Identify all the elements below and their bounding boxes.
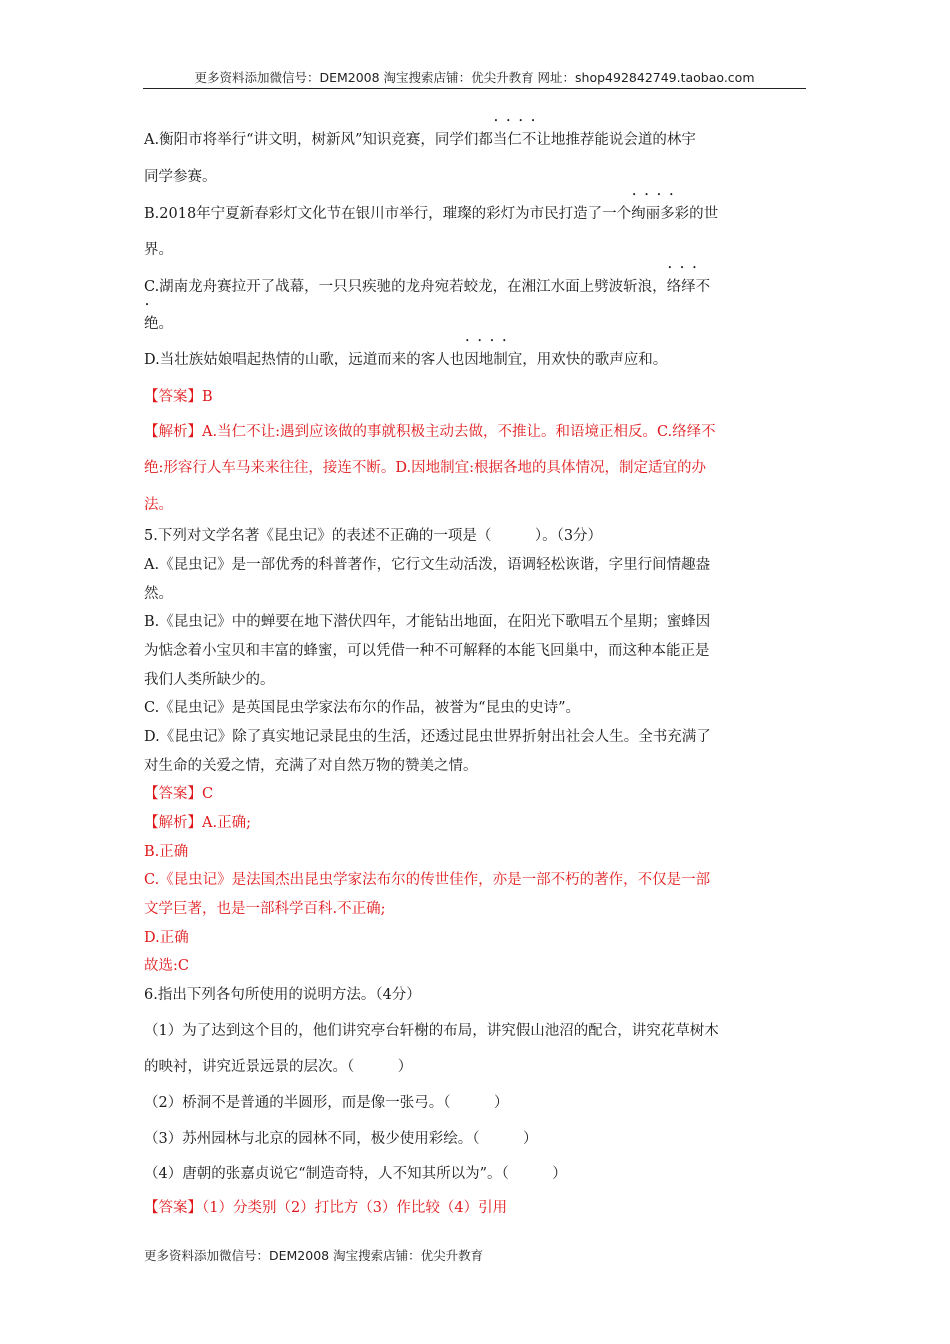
page-header: 更多资料添加微信号：DEM2008 淘宝搜索店铺：优尖升教育 网址：shop492842749.taobao.com xyxy=(194,70,755,85)
q4-option-b-text-end: 的世 xyxy=(689,206,719,222)
q5-option-d-line2: 对生命的关爱之情，充满了对自然万物的赞美之情。 xyxy=(144,758,478,774)
q6-sentence-2: （2）桥洞不是普通的半圆形，而是像一张弓。（ ） xyxy=(144,1095,509,1111)
header-divider xyxy=(143,88,806,89)
q5-analysis-d: D.正确 xyxy=(144,930,189,946)
q4-option-a-text: A.衡阳市将举行“讲文明，树新风”知识竞赛，同学们都 xyxy=(144,132,493,148)
q4-option-c-line2 xyxy=(144,312,173,333)
q6-sentence-4: （4）唐朝的张嘉贞说它“制造奇特，人不知其所以为”。（ ） xyxy=(144,1166,567,1182)
q4-option-d-text-end: ，用欢快的歌声应和。 xyxy=(522,352,668,368)
q5-option-d-line1: D.《昆虫记》除了真实地记录昆虫的生活，还透过昆虫世界折射出社会人生。全书充满了 xyxy=(144,729,711,745)
emphasis-dotted-word: • • • • 当仁不让 xyxy=(493,128,551,149)
q5-option-a-line1: A.《昆虫记》是一部优秀的科普著作，它行文生动活泼，语调轻松诙谐，字里行间情趣盎 xyxy=(144,557,711,573)
q6-sentence-1-line1: （1）为了达到这个目的，他们讲究亭台轩榭的布局，讲究假山池沼的配合，讲究花草树木 xyxy=(144,1023,719,1039)
q4-option-b-line1 xyxy=(144,202,718,223)
q5-analysis-b: B.正确 xyxy=(144,844,189,860)
q5-analysis-c-line1: C.《昆虫记》是法国杰出昆虫学家法布尔的传世佳作，亦是一部不朽的著作，不仅是一部 xyxy=(144,872,711,888)
page-footer: 更多资料添加微信号：DEM2008 淘宝搜索店铺：优尖升教育 xyxy=(144,1248,484,1263)
q4-option-d xyxy=(144,348,667,369)
q4-option-c-line1 xyxy=(144,275,710,296)
q5-analysis-c-line2: 文学巨著，也是一部科学百科.不正确; xyxy=(144,901,386,917)
q5-option-b-line1: B.《昆虫记》中的蝉要在地下潜伏四年，才能钻出地面，在阳光下歌唱五个星期；蜜蜂因 xyxy=(144,614,711,630)
q4-option-b-line2: 界。 xyxy=(144,242,173,258)
q6-sentence-1-line2: 的映衬，讲究近景远景的层次。（ ） xyxy=(144,1059,413,1075)
q4-option-c-text-end: 。 xyxy=(158,316,173,332)
q4-option-a-line1 xyxy=(144,128,696,149)
q6-sentence-3: （3）苏州园林与北京的园林不同，极少使用彩绘。（ ） xyxy=(144,1131,538,1147)
emphasis-dotted-word: 绝 xyxy=(144,316,159,332)
q5-answer: 【答案】C xyxy=(144,786,214,802)
q4-analysis-line3: 法。 xyxy=(144,497,173,513)
emphasis-dotted-word: • • • • 绚丽多彩 xyxy=(631,202,689,223)
q6-stem: 6.指出下列各句所使用的说明方法。（4分） xyxy=(144,987,421,1003)
q5-analysis-a: 【解析】A.正确; xyxy=(144,815,251,831)
q5-choice: 故选:C xyxy=(144,958,189,974)
q5-option-b-line3: 我们人类所缺少的。 xyxy=(144,672,275,688)
q4-option-c-text: C.湖南龙舟赛拉开了战幕，一只只疾驰的龙舟宛若蛟龙，在湘江水面上劈波斩浪， xyxy=(144,279,667,295)
q4-analysis-line1: 【解析】A.当仁不让:遇到应该做的事就积极主动去做，不推让。和语境正相反。C.络绎不 xyxy=(144,424,716,440)
q5-stem: 5.下列对文学名著《昆虫记》的表述不正确的一项是（ ）。（3分） xyxy=(144,528,603,544)
q5-option-a-line2: 然。 xyxy=(144,586,173,602)
q5-option-b-line2: 为惦念着小宝贝和丰富的蜂蜜，可以凭借一种不可解释的本能飞回巢中，而这种本能正是 xyxy=(144,643,710,659)
q4-option-b-text: B.2018年宁夏新春彩灯文化节在银川市举行，璀璨的彩灯为市民打造了一个 xyxy=(144,206,632,222)
q4-analysis-line2: 绝:形容行人车马来来往往，接连不断。D.因地制宜:根据各地的具体情况，制定适宜的办 xyxy=(144,460,706,476)
q4-answer: 【答案】B xyxy=(144,389,213,405)
q4-option-a-line2: 同学参赛。 xyxy=(144,169,217,185)
q4-option-d-text: D.当壮族姑娘唱起热情的山歌，远道而来的客人也 xyxy=(144,352,465,368)
emphasis-dotted-word: • • • • 因地制宜 xyxy=(464,348,522,369)
q4-option-a-text-end: 地推荐能说会道的林宇 xyxy=(550,132,696,148)
q5-option-c: C.《昆虫记》是英国昆虫学家法布尔的作品，被誉为“昆虫的史诗”。 xyxy=(144,700,581,716)
q6-answer: 【答案】（1）分类别（2）打比方（3）作比较（4）引用 xyxy=(144,1200,508,1216)
emphasis-dotted-word: • • • 络绎不 xyxy=(667,275,711,296)
